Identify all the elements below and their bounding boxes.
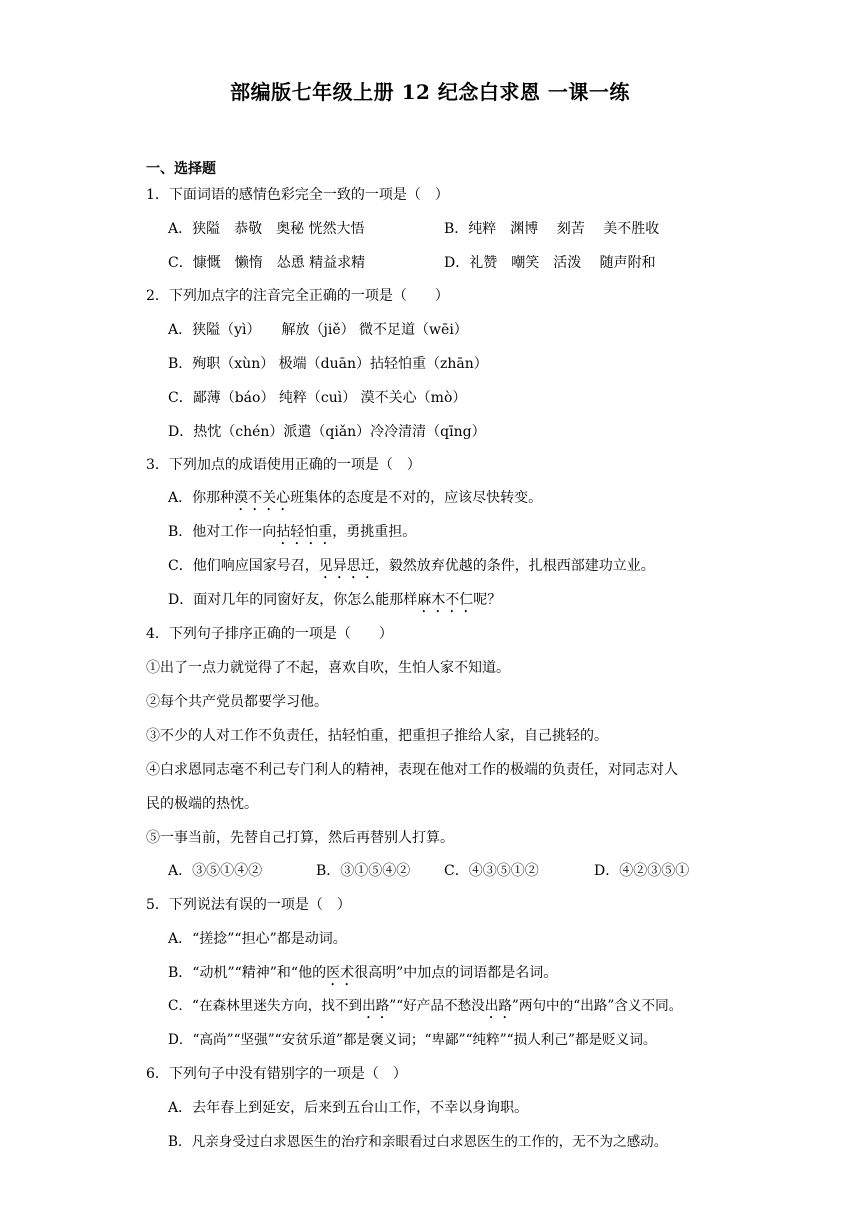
- question-1-option-b: B．纯粹 渊博 刻苦 美不胜收: [444, 221, 660, 237]
- dotted-word: 出路: [484, 998, 512, 1014]
- dotted-word: 出路: [362, 998, 390, 1014]
- question-6-option-a: A．去年春上到延安，后来到五台山工作，不幸以身询职。: [168, 1100, 529, 1116]
- question-4-sentence-2: ②每个共产党员都要学习他。: [146, 694, 328, 710]
- dotted-idiom: 拈轻怕重: [276, 524, 333, 540]
- question-4-option-a: A．③⑤①④②: [168, 863, 263, 879]
- question-1-option-c: C．慷慨 懒惰 怂恿 精益求精: [168, 255, 366, 271]
- option-text: D．面对几年的同窗好友，你怎么能那样: [168, 592, 418, 608]
- question-1-option-a: A．狭隘 恭敬 奥秘 恍然大悟: [168, 221, 365, 237]
- option-text: B．“动机”“精神”和“他的: [168, 965, 327, 981]
- question-4-sentence-4: ④白求恩同志毫不利己专门利人的精神，表现在他对工作的极端的负责任，对同志对人: [146, 762, 678, 778]
- dotted-idiom: 麻木不仁: [417, 592, 474, 608]
- question-3-option-d: [168, 590, 501, 616]
- question-4-sentence-4-cont: 民的极端的热忱。: [146, 796, 258, 812]
- option-text: C．他们响应国家号召，: [168, 558, 319, 574]
- question-1-stem: 1．下面词语的感情色彩完全一致的一项是（ ）: [146, 187, 449, 203]
- question-3-stem: 3．下列加点的成语使用正确的一项是（ ）: [146, 457, 421, 473]
- option-text: 班集体的态度是不对的，应该尽快转变。: [290, 490, 543, 506]
- question-6-stem: 6．下列句子中没有错别字的一项是（ ）: [146, 1066, 407, 1082]
- question-2-option-d: D．热忱（chén）派遣（qiǎn）冷冷清清（qīng）: [168, 424, 486, 440]
- question-2-option-b: B．殉职（xùn） 极端（duān）拈轻怕重（zhān）: [168, 356, 488, 372]
- question-4-option-c: C．④③⑤①②: [444, 863, 539, 879]
- question-5-option-c: [168, 996, 682, 1022]
- question-4-sentence-3: ③不少的人对工作不负责任，拈轻怕重，把重担子推给人家，自己挑轻的。: [146, 728, 608, 744]
- document-title: 部编版七年级上册 12 纪念白求恩 一课一练: [230, 80, 630, 104]
- question-2-option-a: A．狭隘（yì） 解放（jiě） 微不足道（wēi）: [168, 322, 468, 338]
- question-5-option-a: A．“搓捻”“担心”都是动词。: [168, 931, 347, 947]
- question-4-option-b: B．③①⑤④②: [316, 863, 411, 879]
- section-heading: 一、选择题: [146, 161, 216, 177]
- dotted-word: 医术: [326, 965, 355, 981]
- option-text: A．你那种: [168, 490, 235, 506]
- option-text: B．他对工作一向: [168, 524, 277, 540]
- question-5-stem: 5．下列说法有误的一项是（ ）: [146, 897, 351, 913]
- option-text: ”两句中的“出路”含义不同。: [511, 998, 683, 1014]
- question-1-option-d: D．礼赞 嘲笑 活泼 随声附和: [444, 255, 656, 271]
- question-2-option-c: C．鄙薄（báo） 纯粹（cuì） 漠不关心（mò）: [168, 390, 467, 406]
- question-4-sentence-5: ⑤一事当前，先替自己打算，然后再替别人打算。: [146, 830, 454, 846]
- question-5-option-b: [168, 963, 557, 989]
- option-text: ”“好产品不愁没: [389, 998, 485, 1014]
- option-text: 呢？: [473, 592, 502, 608]
- question-2-stem: 2．下列加点字的注音完全正确的一项是（ ）: [146, 288, 449, 304]
- question-4-stem: 4．下列句子排序正确的一项是（ ）: [146, 626, 393, 642]
- dotted-idiom: 见异思迁: [318, 558, 375, 574]
- option-text: ，勇挑重担。: [332, 524, 417, 540]
- question-3-option-c: [168, 556, 655, 582]
- option-text: C．“在森林里迷失方向，找不到: [168, 998, 363, 1014]
- question-4-option-d: D．④②③⑤①: [594, 863, 690, 879]
- dotted-idiom: 漠不关心: [234, 490, 291, 506]
- question-4-sentence-1: ①出了一点力就觉得了不起，喜欢自吹，生怕人家不知道。: [146, 660, 510, 676]
- option-text: 很高明”中加点的词语都是名词。: [354, 965, 558, 981]
- question-6-option-b: B．凡亲身受过白求恩医生的治疗和亲眼看过白求恩医生的工作的，无不为之感动。: [168, 1134, 668, 1150]
- question-3-option-a: [168, 488, 542, 514]
- question-3-option-b: [168, 522, 416, 548]
- question-5-option-d: D．“高尚”“坚强”“安贫乐道”都是褒义词；“卑鄙”“纯粹”“损人利己”都是贬义词。: [168, 1032, 657, 1048]
- option-text: ，毅然放弃优越的条件，扎根西部建功立业。: [374, 558, 655, 574]
